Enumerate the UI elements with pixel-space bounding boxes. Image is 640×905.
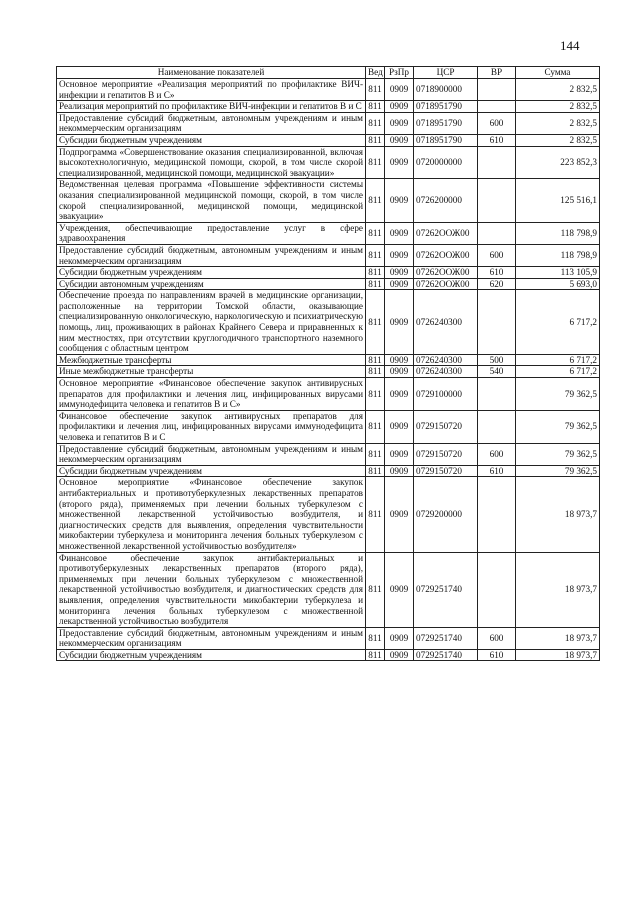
header-rzpr: РзПр bbox=[385, 67, 414, 79]
cell-csr: 0729251740 bbox=[414, 627, 478, 649]
cell-sum: 18 973,7 bbox=[516, 552, 600, 627]
cell-ved: 811 bbox=[366, 278, 385, 290]
cell-rzpr: 0909 bbox=[385, 290, 414, 355]
cell-vr: 620 bbox=[478, 278, 516, 290]
cell-ved: 811 bbox=[366, 552, 385, 627]
cell-rzpr: 0909 bbox=[385, 552, 414, 627]
header-name: Наименование показателей bbox=[57, 67, 366, 79]
cell-sum: 79 362,5 bbox=[516, 443, 600, 465]
cell-vr: 610 bbox=[478, 267, 516, 279]
cell-rzpr: 0909 bbox=[385, 101, 414, 113]
cell-csr: 07262ООЖ00 bbox=[414, 267, 478, 279]
table-row bbox=[57, 627, 600, 649]
table-row bbox=[57, 134, 600, 146]
cell-csr: 0718951790 bbox=[414, 112, 478, 134]
cell-sum: 18 973,7 bbox=[516, 649, 600, 661]
cell-rzpr: 0909 bbox=[385, 378, 414, 411]
cell-rzpr: 0909 bbox=[385, 179, 414, 222]
cell-ved: 811 bbox=[366, 366, 385, 378]
cell-csr: 0729150720 bbox=[414, 443, 478, 465]
cell-csr: 0726240300 bbox=[414, 290, 478, 355]
cell-vr bbox=[478, 222, 516, 244]
cell-ved: 811 bbox=[366, 354, 385, 366]
cell-sum: 18 973,7 bbox=[516, 477, 600, 552]
table-row bbox=[57, 410, 600, 443]
cell-ved: 811 bbox=[366, 627, 385, 649]
cell-sum: 79 362,5 bbox=[516, 410, 600, 443]
cell-vr bbox=[478, 552, 516, 627]
cell-name: Предоставление субсидий бюджетным, автономным учреждениям и иным некоммерческим организациям bbox=[57, 443, 366, 465]
cell-name: Субсидии автономным учреждениям bbox=[57, 278, 366, 290]
cell-rzpr: 0909 bbox=[385, 244, 414, 266]
cell-vr: 600 bbox=[478, 244, 516, 266]
cell-name: Субсидии бюджетным учреждениям bbox=[57, 465, 366, 477]
cell-sum: 118 798,9 bbox=[516, 222, 600, 244]
cell-sum: 6 717,2 bbox=[516, 354, 600, 366]
cell-name: Основное мероприятие «Финансовое обеспечение закупок антибактериальных и противотуберкулезных лекарственных препаратов (второго ряда), применяемых при лечении больных туберкулезом с множественной лекарственной устойчивостью возбудителя, и диагностических средств для выявления, определения чувствительности микобактерии туберкулеза и мониторинга лечения больных туберкулезом с множественной лекарственной устойчивостью возбудителя» bbox=[57, 477, 366, 552]
cell-sum: 118 798,9 bbox=[516, 244, 600, 266]
cell-csr: 0726240300 bbox=[414, 366, 478, 378]
cell-ved: 811 bbox=[366, 290, 385, 355]
cell-name: Субсидии бюджетным учреждениям bbox=[57, 649, 366, 661]
table-row bbox=[57, 477, 600, 552]
cell-vr bbox=[478, 290, 516, 355]
cell-ved: 811 bbox=[366, 222, 385, 244]
cell-name: Реализация мероприятий по профилактике ВИЧ-инфекции и гепатитов В и С bbox=[57, 101, 366, 113]
cell-name: Предоставление субсидий бюджетным, автономным учреждениям и иным некоммерческим организациям bbox=[57, 244, 366, 266]
cell-name: Основное мероприятие «Реализация мероприятий по профилактике ВИЧ-инфекции и гепатитов В и С» bbox=[57, 79, 366, 101]
cell-csr: 0718951790 bbox=[414, 101, 478, 113]
cell-ved: 811 bbox=[366, 179, 385, 222]
table-row bbox=[57, 354, 600, 366]
cell-vr: 610 bbox=[478, 465, 516, 477]
cell-rzpr: 0909 bbox=[385, 112, 414, 134]
cell-vr bbox=[478, 410, 516, 443]
cell-csr: 0718900000 bbox=[414, 79, 478, 101]
cell-csr: 0720000000 bbox=[414, 146, 478, 179]
table-row bbox=[57, 465, 600, 477]
cell-sum: 18 973,7 bbox=[516, 627, 600, 649]
cell-vr: 600 bbox=[478, 627, 516, 649]
cell-vr: 610 bbox=[478, 134, 516, 146]
cell-csr: 07262ООЖ00 bbox=[414, 244, 478, 266]
cell-ved: 811 bbox=[366, 410, 385, 443]
cell-sum: 125 516,1 bbox=[516, 179, 600, 222]
cell-ved: 811 bbox=[366, 134, 385, 146]
cell-rzpr: 0909 bbox=[385, 354, 414, 366]
cell-rzpr: 0909 bbox=[385, 146, 414, 179]
table-row bbox=[57, 101, 600, 113]
cell-name: Предоставление субсидий бюджетным, автономным учреждениям и иным некоммерческим организациям bbox=[57, 627, 366, 649]
cell-csr: 0729150720 bbox=[414, 410, 478, 443]
cell-csr: 0726200000 bbox=[414, 179, 478, 222]
cell-rzpr: 0909 bbox=[385, 366, 414, 378]
cell-csr: 0729251740 bbox=[414, 552, 478, 627]
cell-rzpr: 0909 bbox=[385, 134, 414, 146]
table-row bbox=[57, 79, 600, 101]
table-row bbox=[57, 278, 600, 290]
cell-rzpr: 0909 bbox=[385, 267, 414, 279]
table-row bbox=[57, 222, 600, 244]
cell-name: Финансовое обеспечение закупок антибактериальных и противотуберкулезных лекарственных препаратов (второго ряда), применяемых при лечении больных туберкулезом с множественной лекарственной устойчивостью возбудителя, и диагностических средств для выявления, определения чувствительности микобактерии туберкулеза и мониторинга лечения больных туберкулезом с множественной лекарственной устойчивостью возбудителя bbox=[57, 552, 366, 627]
cell-name: Подпрограмма «Совершенствование оказания специализированной, включая высокотехнологичную, медицинской помощи, скорой, в том числе скорой специализированной, медицинской помощи, медицинской эвакуации» bbox=[57, 146, 366, 179]
cell-csr: 0729200000 bbox=[414, 477, 478, 552]
cell-csr: 0729251740 bbox=[414, 649, 478, 661]
cell-ved: 811 bbox=[366, 477, 385, 552]
cell-csr: 0729150720 bbox=[414, 465, 478, 477]
cell-ved: 811 bbox=[366, 649, 385, 661]
cell-name: Субсидии бюджетным учреждениям bbox=[57, 267, 366, 279]
cell-vr: 500 bbox=[478, 354, 516, 366]
cell-ved: 811 bbox=[366, 101, 385, 113]
table-row bbox=[57, 649, 600, 661]
cell-vr bbox=[478, 101, 516, 113]
cell-name: Иные межбюджетные трансферты bbox=[57, 366, 366, 378]
cell-csr: 07262ООЖ00 bbox=[414, 278, 478, 290]
cell-sum: 79 362,5 bbox=[516, 465, 600, 477]
table-row bbox=[57, 112, 600, 134]
cell-vr: 610 bbox=[478, 649, 516, 661]
cell-vr: 540 bbox=[478, 366, 516, 378]
table-row bbox=[57, 366, 600, 378]
table-body bbox=[57, 79, 600, 661]
budget-table bbox=[56, 66, 600, 661]
cell-csr: 07262ООЖ00 bbox=[414, 222, 478, 244]
cell-sum: 6 717,2 bbox=[516, 290, 600, 355]
table-row bbox=[57, 378, 600, 411]
cell-csr: 0726240300 bbox=[414, 354, 478, 366]
cell-sum: 2 832,5 bbox=[516, 79, 600, 101]
cell-csr: 0729100000 bbox=[414, 378, 478, 411]
cell-sum: 113 105,9 bbox=[516, 267, 600, 279]
cell-ved: 811 bbox=[366, 443, 385, 465]
cell-ved: 811 bbox=[366, 244, 385, 266]
cell-vr bbox=[478, 179, 516, 222]
cell-name: Субсидии бюджетным учреждениям bbox=[57, 134, 366, 146]
table-row bbox=[57, 244, 600, 266]
cell-csr: 0718951790 bbox=[414, 134, 478, 146]
table-row bbox=[57, 179, 600, 222]
cell-sum: 2 832,5 bbox=[516, 101, 600, 113]
cell-rzpr: 0909 bbox=[385, 477, 414, 552]
header-sum: Сумма bbox=[516, 67, 600, 79]
cell-ved: 811 bbox=[366, 146, 385, 179]
cell-vr bbox=[478, 378, 516, 411]
cell-name: Межбюджетные трансферты bbox=[57, 354, 366, 366]
cell-name: Предоставление субсидий бюджетным, автономным учреждениям и иным некоммерческим организациям bbox=[57, 112, 366, 134]
cell-sum: 223 852,3 bbox=[516, 146, 600, 179]
header-csr: ЦСР bbox=[414, 67, 478, 79]
cell-name: Ведомственная целевая программа «Повышение эффективности системы оказания специализированной медицинской помощи, скорой, в том числе скорой специализированной, медицинской помощи, медицинской эвакуации» bbox=[57, 179, 366, 222]
cell-rzpr: 0909 bbox=[385, 465, 414, 477]
cell-sum: 5 693,0 bbox=[516, 278, 600, 290]
cell-rzpr: 0909 bbox=[385, 443, 414, 465]
page-number: 144 bbox=[560, 38, 580, 53]
cell-ved: 811 bbox=[366, 79, 385, 101]
cell-vr bbox=[478, 146, 516, 179]
cell-vr bbox=[478, 79, 516, 101]
cell-vr bbox=[478, 477, 516, 552]
cell-rzpr: 0909 bbox=[385, 410, 414, 443]
cell-vr: 600 bbox=[478, 443, 516, 465]
cell-ved: 811 bbox=[366, 112, 385, 134]
cell-ved: 811 bbox=[366, 378, 385, 411]
cell-sum: 2 832,5 bbox=[516, 134, 600, 146]
header-ved: Вед bbox=[366, 67, 385, 79]
cell-rzpr: 0909 bbox=[385, 649, 414, 661]
cell-name: Основное мероприятие «Финансовое обеспечение закупок антивирусных препаратов для профилактики и лечения лиц, инфицированных вирусами иммунодефицита человека и гепатитов В и С» bbox=[57, 378, 366, 411]
cell-rzpr: 0909 bbox=[385, 222, 414, 244]
table-row bbox=[57, 146, 600, 179]
cell-rzpr: 0909 bbox=[385, 627, 414, 649]
cell-sum: 6 717,2 bbox=[516, 366, 600, 378]
table-row bbox=[57, 267, 600, 279]
table-row bbox=[57, 290, 600, 355]
cell-vr: 600 bbox=[478, 112, 516, 134]
cell-rzpr: 0909 bbox=[385, 278, 414, 290]
table-row bbox=[57, 443, 600, 465]
cell-rzpr: 0909 bbox=[385, 79, 414, 101]
table-row bbox=[57, 552, 600, 627]
cell-sum: 2 832,5 bbox=[516, 112, 600, 134]
cell-ved: 811 bbox=[366, 465, 385, 477]
cell-name: Обеспечение проезда по направлениям врачей в медицинские организации, расположенные на территории Томской области, оказывающие специализированную онкологическую, наркологическую и психиатрическую помощь, лиц, проживающих в районах Крайнего Севера и приравненных к ним местностях, при отсутствии круглогодичного транспортного наземного сообщения с областным центром bbox=[57, 290, 366, 355]
cell-ved: 811 bbox=[366, 267, 385, 279]
table-header-row bbox=[57, 67, 600, 79]
cell-sum: 79 362,5 bbox=[516, 378, 600, 411]
header-vr: ВР bbox=[478, 67, 516, 79]
cell-name: Учреждения, обеспечивающие предоставление услуг в сфере здравоохранения bbox=[57, 222, 366, 244]
cell-name: Финансовое обеспечение закупок антивирусных препаратов для профилактики и лечения лиц, инфицированных вирусами иммунодефицита человека и гепатитов В и С bbox=[57, 410, 366, 443]
